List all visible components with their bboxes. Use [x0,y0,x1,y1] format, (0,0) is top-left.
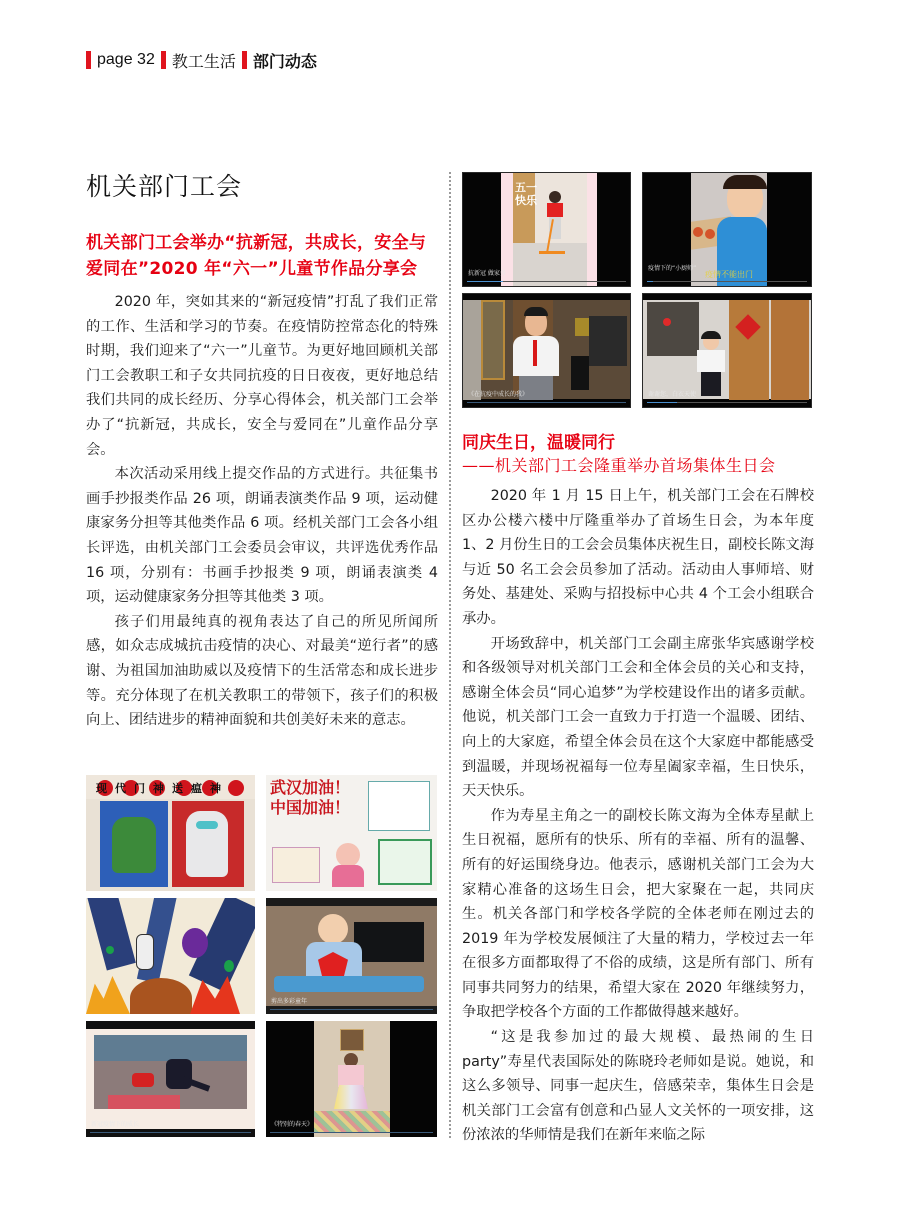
article-body [86,290,438,733]
article-body [462,484,814,1148]
video-thumb-housework[interactable] [462,172,631,287]
video-caption: 新冠疫情下的成长 [91,1121,140,1128]
video-thumb-white-angel[interactable] [642,293,812,408]
artwork-image-fighting-virus [86,898,255,1014]
video-progress-bar[interactable] [270,1009,433,1010]
paragraph: 开场致辞中，机关部门工会副主席张华宾感谢学校和各级领导对机关部门工会和全体会员的关心和支持，感谢全体会员“同心追梦”为学校建设作出的诸多贡献。他说，机关部门工会一直致力于打造一个温暖、团结、向上的大家庭，希望全体会员在这个大家庭中都能感受到温暖，并现场祝福每一位寿星阖家幸福，生日快乐，天天快乐。 [462,635,814,800]
right-column [462,170,814,1148]
left-column [86,170,438,733]
section-title: 机关部门工会 [86,172,243,201]
video-thumb-recitation-boy[interactable] [462,293,631,408]
video-overlay-text: 五一快乐 [515,181,537,207]
artwork-image-door-gods [86,775,255,891]
article-title: 同庆生日，温暖同行 [462,433,615,453]
video-overlay-text: 疫情不能出门 [705,270,753,279]
video-progress-bar[interactable] [647,281,653,282]
video-progress-bar[interactable] [467,402,626,403]
artwork-title: 现代门神送瘟神 [96,782,229,795]
paragraph: “这是我参加过的最大规模、最热闹的生日 party”寿星代表国际处的陈晓玲老师如是说。她说，和这么多领导、同事一起庆生，倍感荣幸，集体生日会是机关部门工会富有创意和凸显人文关怀的一项安排，这份浓浓的华师情是我们在新年来临之际 [462,1029,814,1144]
header-accent-bar [161,51,166,69]
paragraph: 2020 年，突如其来的“新冠疫情”打乱了我们正常的工作、生活和学习的节奏。在疫情防控常态化的特殊时期，我们迎来了“六一”儿童节。为更好地回顾机关部门工会教职工和子女共同抗疫的日日夜夜，更好地总结我们共同的成长经历、分享心得体会，机关部门工会举办了“抗新冠，共成长，安全与爱同在”儿童作品分享会。 [86,294,438,458]
video-thumb-paper-cutting[interactable] [266,898,437,1014]
header-accent-bar [242,51,247,69]
video-caption: 剪出多彩童年 [271,998,308,1005]
video-caption: 谢谢您，白衣天使 [648,391,697,398]
video-thumb-little-chef[interactable] [642,172,812,287]
video-progress-bar[interactable] [647,402,677,403]
video-progress-bar[interactable] [467,281,503,282]
paragraph: 2020 年 1 月 15 日上午，机关部门工会在石牌校区办公楼六楼中厅隆重举办了首场生日会，为本年度 1、2 月份生日的工会会员集体庆祝生日，副校长陈文海与近 50 名工会会员参加了活动。活动由人事师培、财务处、基建处、采购与招投标中心共 4 个工会小组联合承办。 [462,488,814,627]
paragraph: 本次活动采用线上提交作品的方式进行。共征集书画手抄报类作品 26 项，朗诵表演类作品 9 项，运动健康家务分担等其他类作品 6 项。经机关部门工会各小组长评选，由机关部门工会委员会审议，共评选优秀作品 16 项，分别有：书画手抄报类 9 项，朗诵表演类 4 项，运动健康家务分担等其他类 3 项。 [86,466,438,606]
artwork-image-wuhan-poster [266,775,437,891]
video-caption: 疫情下的“小厨师” [648,265,697,272]
video-caption: 《在抗疫中成长的我》 [468,391,529,398]
artwork-title: 武汉加油！中国加油！ [270,778,351,817]
video-gallery [462,172,814,408]
running-header [86,49,323,71]
header-accent-bar [86,51,91,69]
paragraph: 作为寿星主角之一的副校长陈文海为全体寿星献上生日祝福，愿所有的快乐、所有的幸福、所有的温馨、所有的好运围绕身边。他表示，感谢机关部门工会为大家精心准备的这场生日会，把大家聚在一起，共同庆生。机关各部门和学校各学院的全体老师在刚过去的 2019 年为学校发展倾注了大量的精力，学校过去一年在很多方面都取得了不俗的成绩，这是所有部门、所有同事共同努力的结果，希望大家在 2020 年继续努力，争取把学校各个方面的工作都做得越来越好。 [462,807,814,1021]
artwork-gallery [86,775,438,1137]
article-title: 机关部门工会举办“抗新冠，共成长，安全与爱同在”2020 年“六一”儿童节作品分享会 [86,233,427,279]
video-caption: 《特别的春天》 [271,1121,314,1128]
video-caption: 抗新冠 做家务 [468,270,506,277]
paragraph: 孩子们用最纯真的视角表达了自己的所见所闻所感，如众志成城抗击疫情的决心、对最美“逆行者”的感谢、为祖国加油助威以及疫情下的生活常态和成长进步等。充分体现了在机关教职工的带领下，孩子们的积极向上、团结进步的精神面貌和共创美好未来的意志。 [86,613,438,729]
video-progress-bar[interactable] [90,1132,251,1133]
video-thumb-exercise[interactable] [86,1021,255,1137]
video-progress-bar[interactable] [270,1132,433,1133]
column-divider [449,172,451,1138]
video-thumb-dance[interactable] [266,1021,437,1137]
article-subtitle: ——机关部门工会隆重举办首场集体生日会 [462,456,776,475]
page-number: page 32 [97,51,155,68]
header-subsection: 部门动态 [252,51,317,71]
header-section: 教工生活 [171,51,236,71]
